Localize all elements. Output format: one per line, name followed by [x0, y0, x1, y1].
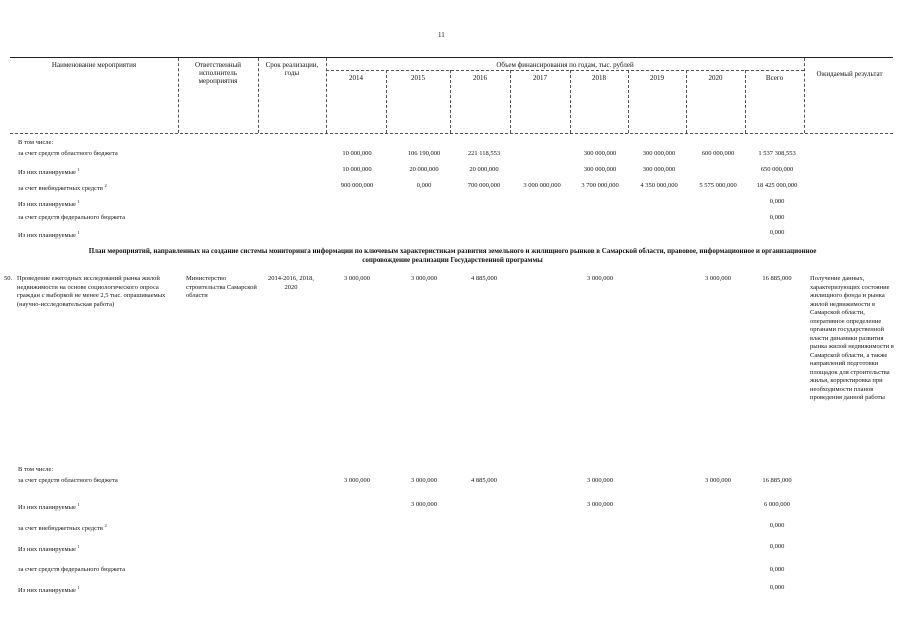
- table-row: [0, 148, 905, 160]
- table-row: [0, 582, 905, 594]
- value-cell: 0,000: [769, 566, 785, 573]
- footnote-marker: 1: [77, 544, 80, 549]
- item-value-cell: 3 000,000: [411, 275, 437, 282]
- row-label-text: Из них планируемые: [18, 587, 76, 594]
- value-cell: 6 000,000: [764, 501, 790, 508]
- row-label: [18, 520, 107, 535]
- table-row: [0, 196, 905, 208]
- footnote-marker: 1: [77, 585, 80, 590]
- header-year: 2016: [473, 74, 487, 82]
- header-total: Всего: [765, 74, 784, 82]
- row-label-text: за счет средств областного бюджета: [18, 477, 118, 484]
- value-cell: 900 000,000: [340, 182, 374, 189]
- table-row: [0, 475, 905, 487]
- footnote-marker: 1: [77, 230, 80, 235]
- value-cell: 1 537 308,553: [758, 150, 796, 157]
- value-cell: 0,000: [769, 198, 785, 205]
- table-row: [0, 180, 905, 192]
- row-label: [18, 582, 80, 597]
- value-cell: 3 000,000: [705, 477, 731, 484]
- item-period: 2014-2016, 2018, 2020: [267, 275, 315, 291]
- row-label: [18, 564, 125, 576]
- row-label-text: В том числе:: [18, 466, 54, 473]
- row-label-text: за счет средств областного бюджета: [18, 150, 118, 157]
- row-label: [18, 148, 118, 160]
- page-number: 11: [438, 31, 445, 39]
- value-cell: 300 000,000: [642, 166, 676, 173]
- value-cell: 3 000,000: [587, 477, 613, 484]
- footnote-marker: 2: [104, 183, 107, 188]
- value-cell: 3 000,000: [587, 501, 613, 508]
- table-row: [0, 227, 905, 239]
- row-label-text: за счет средств федерального бюджета: [18, 214, 126, 221]
- value-cell: 0,000: [416, 182, 432, 189]
- row-label: [18, 180, 107, 195]
- row-label-text: Из них планируемые: [18, 504, 76, 511]
- footnote-marker: 2: [104, 523, 107, 528]
- row-label: [18, 196, 80, 211]
- value-cell: 0,000: [769, 522, 785, 529]
- value-cell: 3 000,000: [344, 477, 370, 484]
- footnote-marker: 1: [77, 167, 80, 172]
- value-cell: 300 000,000: [583, 150, 617, 157]
- item-responsible: Министерство строительства Самарской области: [186, 275, 257, 299]
- value-cell: 0,000: [769, 543, 785, 550]
- value-cell: 5 575 000,000: [699, 182, 737, 189]
- value-cell: 700 000,000: [467, 182, 501, 189]
- item-value-cell: 4 885,000: [471, 275, 497, 282]
- footnote-marker: 1: [77, 502, 80, 507]
- table-row: [0, 564, 905, 576]
- value-cell: 3 000 000,000: [523, 182, 561, 189]
- row-label: [18, 475, 118, 487]
- value-cell: 10 000,000: [342, 166, 372, 173]
- value-cell: 20 000,000: [469, 166, 499, 173]
- value-cell: 300 000,000: [642, 150, 676, 157]
- value-cell: 0,000: [769, 229, 785, 236]
- header-name: Наименование мероприятия: [51, 61, 137, 69]
- value-cell: 4 885,000: [471, 477, 497, 484]
- row-label-text: Из них планируемые: [18, 169, 76, 176]
- table-row: [0, 212, 905, 224]
- value-cell: 300 000,000: [583, 166, 617, 173]
- row-label: [18, 212, 125, 224]
- value-cell: 3 000,000: [411, 501, 437, 508]
- table-row: [0, 520, 905, 532]
- value-cell: 4 350 000,000: [640, 182, 678, 189]
- value-cell: 0,000: [769, 214, 785, 221]
- row-label-text: за счет средств федерального бюджета: [18, 566, 126, 573]
- item-value-cell: 3 000,000: [587, 275, 613, 282]
- row-label-text: Из них планируемые: [18, 232, 76, 239]
- item-name: Проведение ежегодных исследований рынка жилой недвижимости на основе социологического опроса граждан с выборкой не менее 2,5 тыс. опрашиваемых (научно-исследовательская работа): [17, 275, 166, 308]
- row-label-text: Из них планируемые: [18, 546, 76, 553]
- value-cell: 18 425 000,000: [756, 182, 798, 189]
- value-cell: 20 000,000: [409, 166, 439, 173]
- header-responsible: Ответственный исполнитель мероприятия: [194, 61, 242, 85]
- value-cell: 3 700 000,000: [581, 182, 619, 189]
- item-value-cell: 3 000,000: [705, 275, 731, 282]
- item-number: 50.: [4, 275, 13, 282]
- row-label: [18, 499, 80, 514]
- table-row: [0, 499, 905, 511]
- value-cell: 650 000,000: [760, 166, 794, 173]
- value-cell: 600 000,000: [701, 150, 735, 157]
- header-year: 2018: [592, 74, 606, 82]
- value-cell: 16 885,000: [762, 477, 792, 484]
- section-title: [0, 247, 905, 265]
- header-year: 2020: [708, 74, 723, 82]
- item-value-cell: 16 885,000: [762, 275, 792, 282]
- row-label-text: Из них планируемые: [18, 201, 76, 208]
- header-funding: Объем финансирования по годам, тыс. рублей: [496, 61, 634, 69]
- footnote-marker: 1: [77, 199, 80, 204]
- table-header: [10, 57, 893, 134]
- row-label: [18, 227, 80, 242]
- item-value-cell: 3 000,000: [344, 275, 370, 282]
- table-row: [0, 164, 905, 176]
- section-title-line2: сопровождение реализации Государственной программы: [362, 256, 543, 264]
- row-label: [18, 541, 80, 556]
- header-year: 2017: [533, 74, 547, 82]
- row-label-text: за счет внебюджетных средств: [18, 185, 103, 192]
- row-label-text: В том числе:: [18, 139, 54, 146]
- value-cell: 106 190,000: [407, 150, 441, 157]
- value-cell: 3 000,000: [411, 477, 437, 484]
- header-period: Срок реализации, годы: [265, 61, 319, 77]
- value-cell: 221 118,553: [467, 150, 501, 157]
- item-result: Получение данных, характеризующих состояние жилищного фонда и рынка жилой недвижимости в Самарской области, оперативное определение органами государственной власти динамики развития рынка жилой недвижимости в Самарской области, а также направлений подготовки площадок для строительства жилья, корректировка при необходимости планов проведения данной работы: [810, 275, 894, 401]
- row-label: [18, 164, 80, 179]
- row-label-text: за счет внебюджетных средств: [18, 525, 103, 532]
- section-title-line1: План мероприятий, направленных на создание системы мониторинга информации по ключевым характеристикам развития земельного и жилищного рынков в Самарской области, правовое, информационное и организационное: [88, 247, 817, 255]
- header-year: 2019: [650, 74, 664, 82]
- header-year: 2014: [349, 74, 363, 82]
- table-row: [0, 541, 905, 553]
- value-cell: 10 000,000: [342, 150, 372, 157]
- header-result: Ожидаемый результат: [816, 70, 883, 78]
- header-year: 2015: [411, 74, 425, 82]
- value-cell: 0,000: [769, 584, 785, 591]
